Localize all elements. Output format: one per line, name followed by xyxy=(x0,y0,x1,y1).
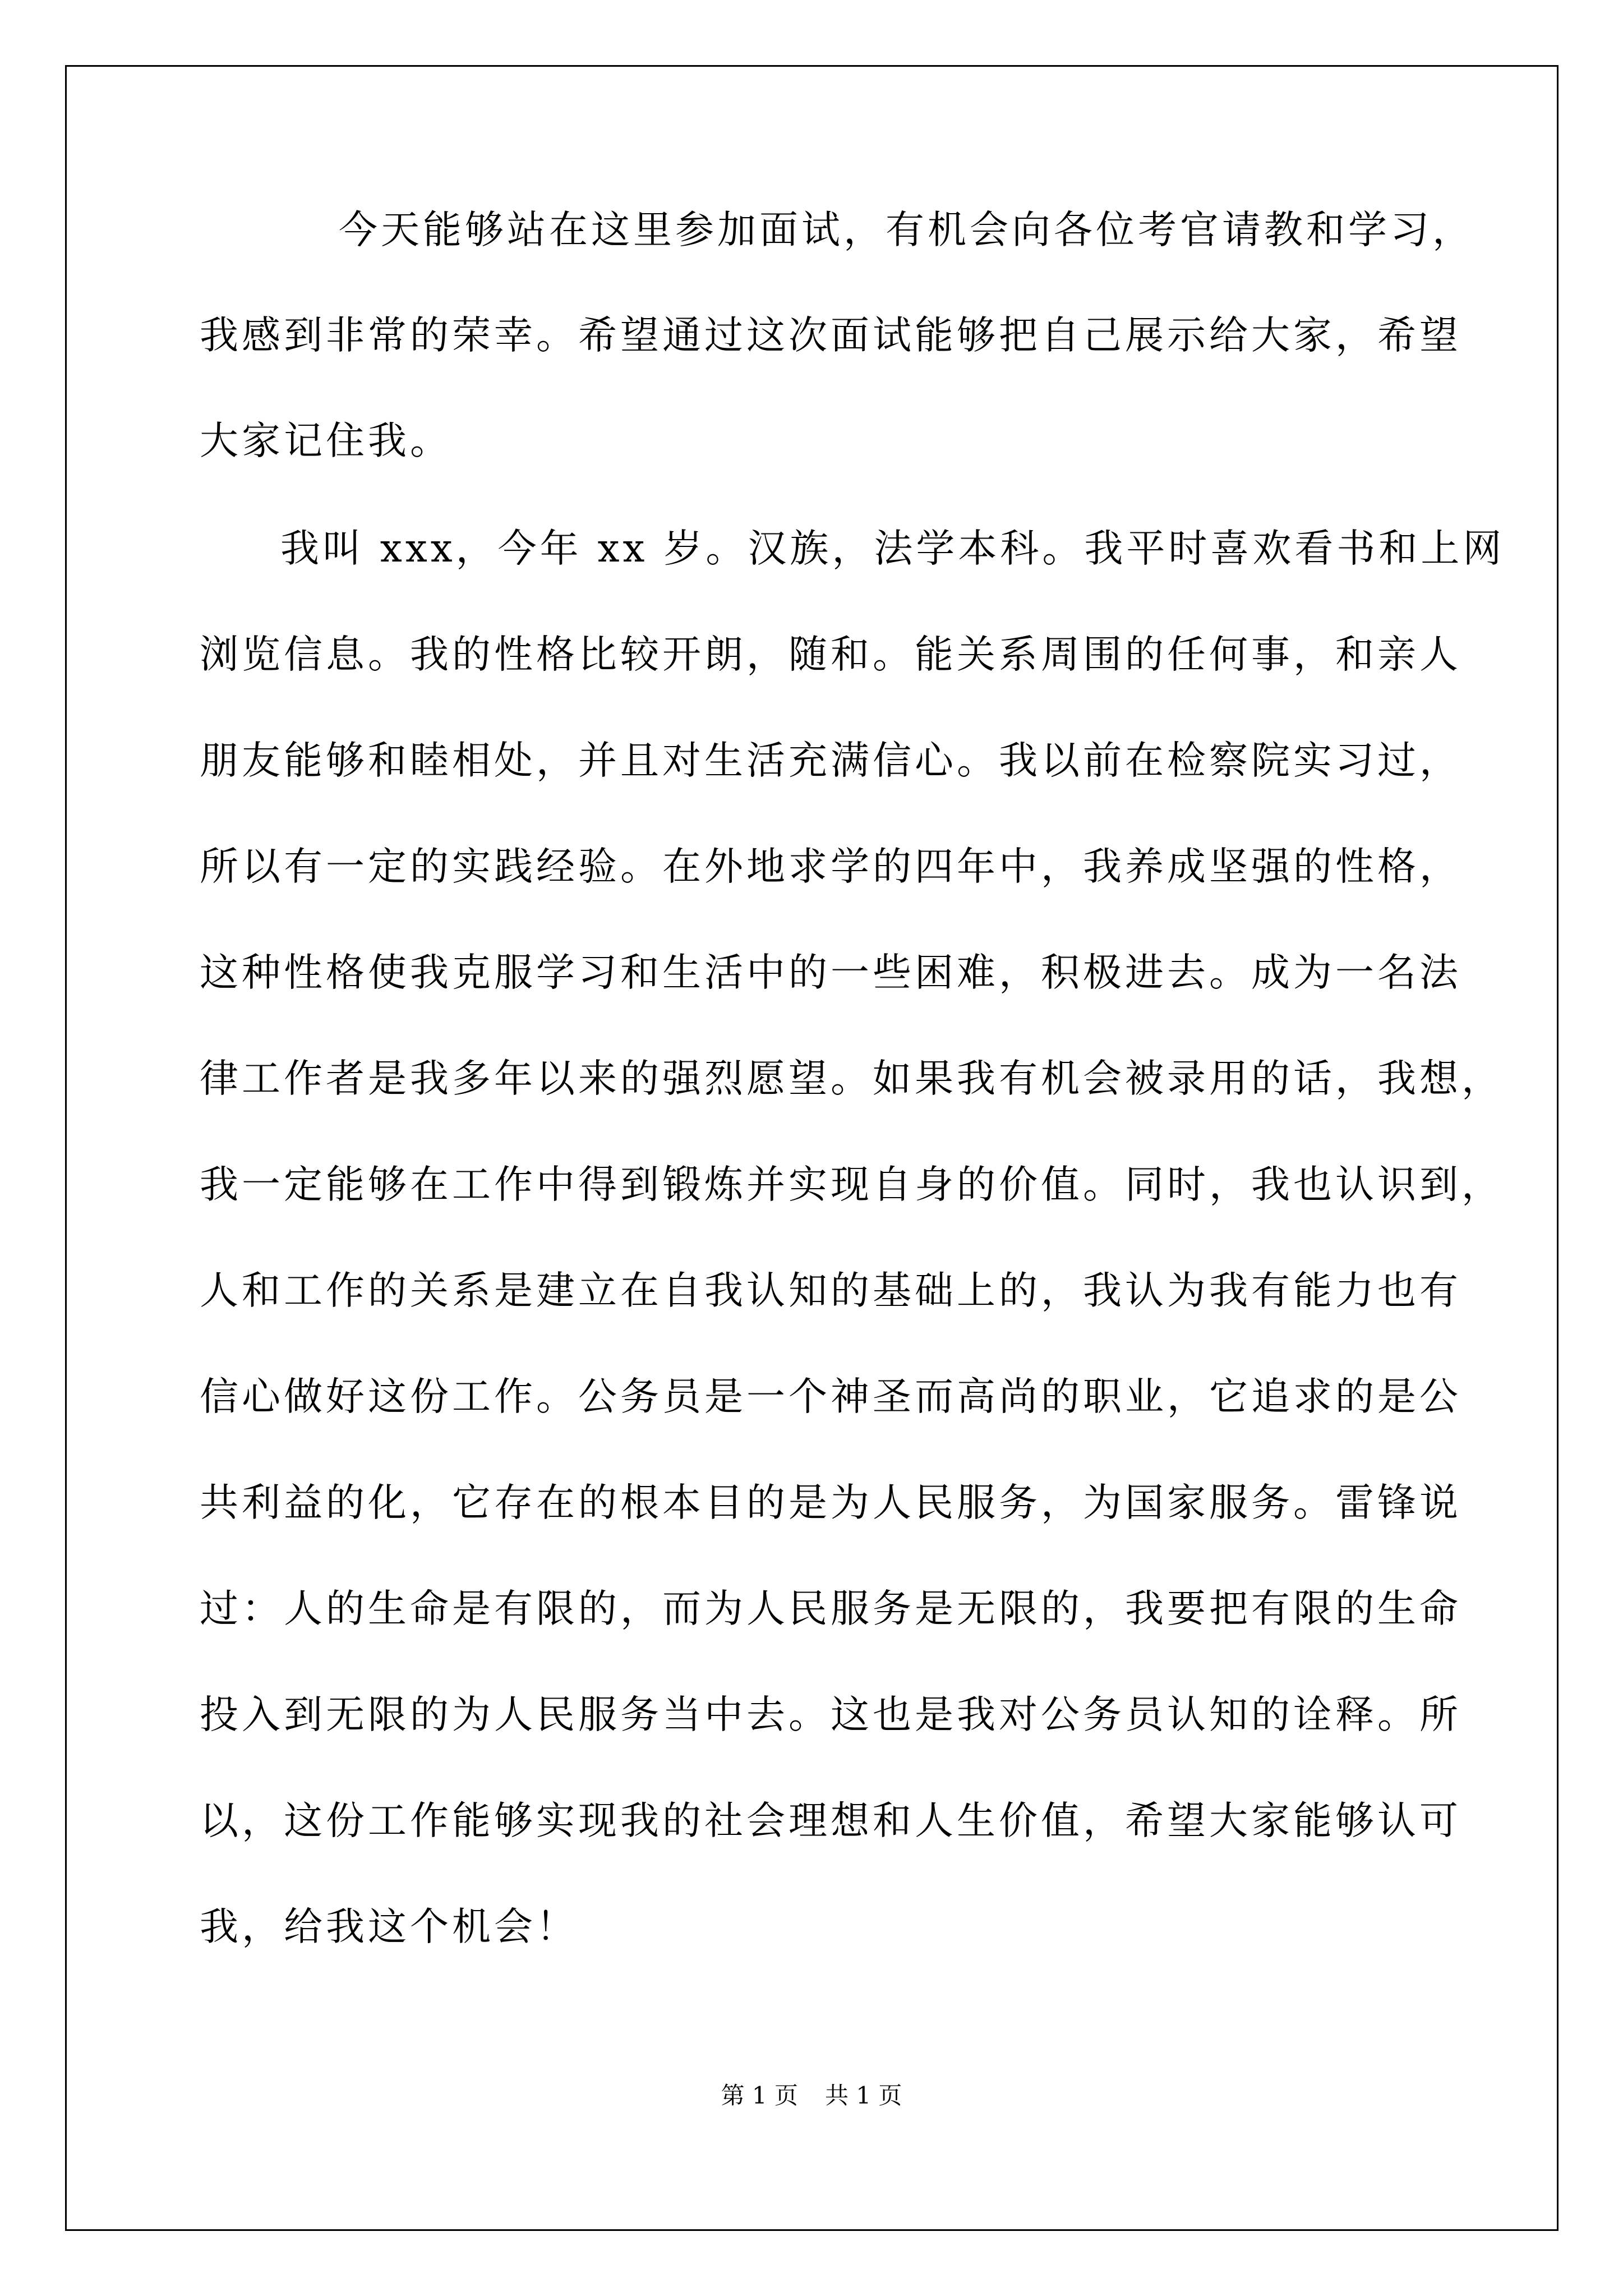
paragraph-1-line-1: 今天能够站在这里参加面试，有机会向各位考官请教和学习， xyxy=(339,208,1474,252)
paragraph-2-line-4: 所以有一定的实践经验。在外地求学的四年中，我养成坚强的性格， xyxy=(200,844,1461,889)
paragraph-2-line-14: 我，给我这个机会！ xyxy=(200,1904,578,1949)
paragraph-1-line-3: 大家记住我。 xyxy=(200,418,452,463)
paragraph-2-line-5: 这种性格使我克服学习和生活中的一些困难，积极进去。成为一名法 xyxy=(200,950,1461,995)
paragraph-2-line-1: 我叫 xxx，今年 xx 岁。汉族，法学本科。我平时喜欢看书和上网 xyxy=(280,526,1505,571)
paragraph-2-line-8: 人和工作的关系是建立在自我认知的基础上的，我认为我有能力也有 xyxy=(200,1268,1461,1313)
page-number-total: 共 1 页 xyxy=(825,2082,902,2109)
paragraph-2-line-10: 共利益的化，它存在的根本目的是为人民服务，为国家服务。雷锋说 xyxy=(200,1480,1461,1525)
paragraph-1-line-2: 我感到非常的荣幸。希望通过这次面试能够把自己展示给大家，希望 xyxy=(200,313,1461,358)
paragraph-2-line-3: 朋友能够和睦相处，并且对生活充满信心。我以前在检察院实习过， xyxy=(200,738,1461,783)
paragraph-2-line-9: 信心做好这份工作。公务员是一个神圣而高尚的职业，它追求的是公 xyxy=(200,1374,1461,1419)
paragraph-2-line-12: 投入到无限的为人民服务当中去。这也是我对公务员认知的诠释。所 xyxy=(200,1692,1461,1737)
paragraph-2-line-11: 过：人的生命是有限的，而为人民服务是无限的，我要把有限的生命 xyxy=(200,1586,1461,1631)
paragraph-2-line-2: 浏览信息。我的性格比较开朗，随和。能关系周围的任何事，和亲人 xyxy=(200,632,1461,677)
paragraph-2-line-13: 以，这份工作能够实现我的社会理想和人生价值，希望大家能够认可 xyxy=(200,1798,1461,1843)
page-number-current: 第 1 页 xyxy=(721,2082,798,2109)
page-footer xyxy=(0,2079,1623,2113)
paragraph-2-line-7: 我一定能够在工作中得到锻炼并实现自身的价值。同时，我也认识到， xyxy=(200,1162,1504,1207)
paragraph-2-line-6: 律工作者是我多年以来的强烈愿望。如果我有机会被录用的话，我想， xyxy=(200,1056,1504,1101)
